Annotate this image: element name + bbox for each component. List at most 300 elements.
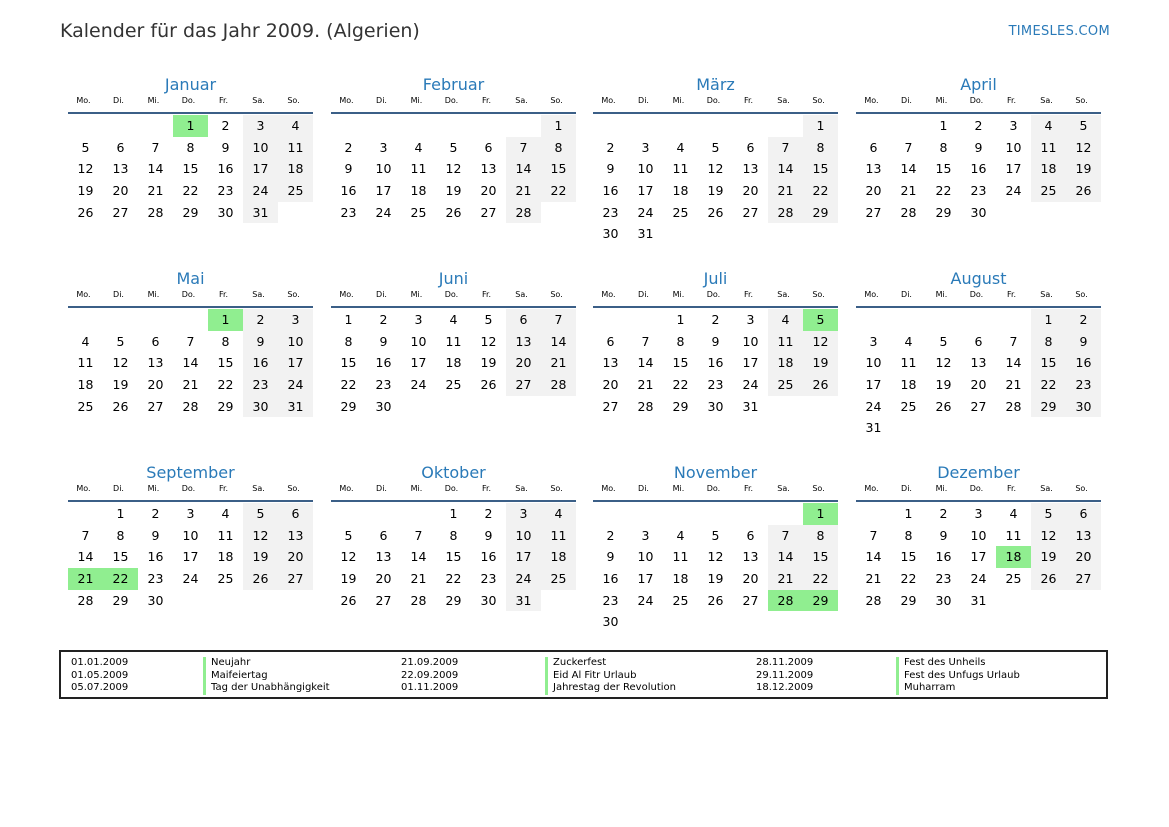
day-cell: 21	[637, 377, 654, 393]
day-cell: 13	[506, 331, 541, 353]
day-cell: 14	[506, 158, 541, 180]
day-cell: 18	[217, 549, 234, 565]
day-cell: 16	[147, 549, 164, 565]
legend-date: 22.09.2009	[401, 669, 459, 681]
weekday-label: Sa.	[515, 96, 528, 105]
month-4	[856, 72, 1101, 223]
weekday-label: Sa.	[777, 96, 790, 105]
weekday-label: Fr.	[743, 484, 754, 493]
month-separator	[331, 112, 576, 114]
day-cell: 11	[445, 333, 462, 349]
day-cell: 10	[970, 527, 987, 543]
weekday-label: Di.	[638, 290, 649, 299]
day-cell: 17	[278, 352, 313, 374]
day-cell: 29	[900, 592, 917, 608]
empty-cell	[173, 309, 208, 331]
month-separator	[593, 306, 838, 308]
day-cell: 2	[606, 527, 615, 543]
day-cell: 31	[742, 398, 759, 414]
day-cell: 26	[803, 374, 838, 396]
day-cell: 26	[935, 398, 952, 414]
day-cell: 1	[344, 312, 353, 327]
day-cell: 19	[480, 355, 497, 371]
day-cell: 28	[768, 202, 803, 224]
empty-cell	[68, 503, 103, 525]
empty-cell	[138, 115, 173, 137]
day-cell: 6	[746, 139, 755, 155]
day-cell: 16	[1066, 352, 1101, 374]
day-cell: 11	[672, 161, 689, 177]
weekday-header	[66, 290, 313, 304]
day-cell: 17	[410, 355, 427, 371]
day-cell: 13	[147, 355, 164, 371]
day-cell: 20	[602, 377, 619, 393]
weekday-header	[329, 484, 576, 498]
day-cell: 16	[217, 161, 234, 177]
weekday-header	[854, 484, 1101, 498]
day-cell: 9	[606, 549, 615, 565]
day-cell: 11	[278, 137, 313, 159]
empty-cell	[698, 503, 733, 525]
weekday-label: Mo.	[601, 290, 616, 299]
weekday-label: Do.	[181, 484, 196, 493]
day-cell: 1	[939, 118, 948, 133]
legend-names-col-3	[896, 657, 1020, 695]
day-cell: 24	[637, 592, 654, 608]
weekday-label: Sa.	[515, 290, 528, 299]
weekday-label: Di.	[113, 290, 124, 299]
day-grid	[856, 503, 1101, 611]
day-cell: 18	[278, 158, 313, 180]
day-cell: 30	[602, 226, 619, 242]
day-cell: 10	[182, 527, 199, 543]
day-cell: 15	[1031, 352, 1066, 374]
day-cell: 9	[243, 331, 278, 353]
holiday-day: 18	[996, 546, 1031, 568]
day-cell: 20	[506, 352, 541, 374]
day-cell: 27	[278, 568, 313, 590]
day-cell: 30	[375, 398, 392, 414]
day-grid	[68, 309, 313, 417]
legend-date: 01.01.2009	[71, 657, 129, 668]
month-3	[593, 72, 838, 245]
day-cell: 26	[1031, 568, 1066, 590]
day-cell: 20	[865, 183, 882, 199]
day-cell: 23	[935, 571, 952, 587]
empty-cell	[366, 115, 401, 137]
day-cell: 2	[711, 312, 720, 327]
day-cell: 7	[768, 137, 803, 159]
day-cell: 4	[768, 309, 803, 331]
day-cell: 8	[803, 137, 838, 159]
weekday-label: So.	[1075, 290, 1088, 299]
legend-names-col-2	[545, 657, 676, 695]
weekday-label: Sa.	[1040, 96, 1053, 105]
day-grid	[593, 115, 838, 245]
day-cell: 27	[375, 592, 392, 608]
day-cell: 16	[602, 571, 619, 587]
day-cell: 15	[340, 355, 357, 371]
day-cell: 3	[746, 312, 755, 327]
empty-cell	[768, 115, 803, 137]
weekday-label: Di.	[376, 290, 387, 299]
day-cell: 20	[278, 546, 313, 568]
weekday-label: So.	[287, 484, 300, 493]
day-cell: 31	[278, 396, 313, 418]
day-cell: 27	[970, 398, 987, 414]
day-cell: 20	[970, 377, 987, 393]
day-cell: 5	[1031, 503, 1066, 525]
day-cell: 25	[77, 398, 94, 414]
month-name: Februar	[422, 75, 485, 94]
day-cell: 14	[637, 355, 654, 371]
day-cell: 9	[711, 333, 720, 349]
weekday-label: Fr.	[1006, 96, 1017, 105]
day-cell: 12	[707, 549, 724, 565]
day-cell: 9	[344, 161, 353, 177]
day-cell: 14	[541, 331, 576, 353]
day-cell: 19	[1066, 158, 1101, 180]
weekday-label: Mi.	[410, 484, 423, 493]
day-cell: 12	[445, 161, 462, 177]
month-separator	[856, 112, 1101, 114]
empty-cell	[593, 503, 628, 525]
day-cell: 16	[375, 355, 392, 371]
month-separator	[68, 306, 313, 308]
empty-cell	[593, 115, 628, 137]
legend-holiday-name: Fest des Unfugs Urlaub	[896, 670, 1020, 683]
weekday-label: Fr.	[481, 290, 492, 299]
day-cell: 2	[379, 312, 388, 327]
day-cell: 30	[602, 614, 619, 630]
day-cell: 20	[742, 571, 759, 587]
day-cell: 8	[803, 525, 838, 547]
month-name: April	[960, 75, 997, 94]
day-cell: 5	[484, 312, 493, 327]
day-cell: 14	[182, 355, 199, 371]
day-cell: 9	[379, 333, 388, 349]
weekday-label: Fr.	[481, 484, 492, 493]
day-cell: 15	[803, 158, 838, 180]
empty-cell	[698, 115, 733, 137]
day-cell: 9	[221, 139, 230, 155]
weekday-label: Do.	[969, 484, 984, 493]
day-cell: 15	[541, 158, 576, 180]
weekday-header	[329, 290, 576, 304]
weekday-label: Do.	[706, 484, 721, 493]
day-cell: 18	[445, 355, 462, 371]
day-cell: 19	[77, 183, 94, 199]
day-cell: 5	[243, 503, 278, 525]
day-cell: 18	[1031, 158, 1066, 180]
day-cell: 21	[768, 180, 803, 202]
day-cell: 30	[1066, 396, 1101, 418]
weekday-label: Do.	[181, 96, 196, 105]
day-cell: 30	[243, 396, 278, 418]
day-cell: 28	[410, 592, 427, 608]
weekday-label: Mo.	[339, 290, 354, 299]
day-cell: 11	[541, 525, 576, 547]
weekday-label: Mi.	[672, 484, 685, 493]
day-cell: 2	[243, 309, 278, 331]
day-cell: 25	[541, 568, 576, 590]
day-cell: 6	[506, 309, 541, 331]
day-cell: 3	[869, 333, 878, 349]
day-cell: 23	[243, 374, 278, 396]
day-cell: 10	[375, 161, 392, 177]
weekday-label: Sa.	[515, 484, 528, 493]
empty-cell	[68, 115, 103, 137]
month-12	[856, 460, 1101, 611]
month-1	[68, 72, 313, 223]
day-cell: 4	[676, 527, 685, 543]
day-cell: 10	[243, 137, 278, 159]
day-cell: 10	[506, 525, 541, 547]
weekday-header	[854, 96, 1101, 110]
day-cell: 19	[112, 377, 129, 393]
day-cell: 8	[449, 527, 458, 543]
weekday-label: Mi.	[147, 484, 160, 493]
day-cell: 12	[243, 525, 278, 547]
weekday-label: So.	[1075, 484, 1088, 493]
weekday-header	[66, 96, 313, 110]
weekday-label: Fr.	[218, 484, 229, 493]
day-cell: 8	[939, 139, 948, 155]
day-cell: 7	[768, 525, 803, 547]
day-grid	[856, 309, 1101, 439]
day-cell: 3	[278, 309, 313, 331]
empty-cell	[471, 115, 506, 137]
day-cell: 4	[1009, 506, 1018, 521]
brand-link[interactable]: TIMESLES.COM	[1008, 24, 1110, 39]
day-cell: 7	[151, 139, 160, 155]
weekday-label: Fr.	[481, 96, 492, 105]
weekday-label: Mi.	[147, 96, 160, 105]
day-cell: 4	[278, 115, 313, 137]
day-cell: 17	[865, 377, 882, 393]
day-cell: 6	[151, 333, 160, 349]
legend-holiday-name: Fest des Unheils	[896, 657, 1020, 670]
empty-cell	[996, 309, 1031, 331]
day-cell: 20	[375, 571, 392, 587]
day-cell: 31	[243, 202, 278, 224]
day-cell: 31	[506, 590, 541, 612]
day-cell: 9	[1066, 331, 1101, 353]
weekday-label: So.	[550, 96, 563, 105]
legend-holiday-name: Eid Al Fitr Urlaub	[545, 670, 676, 683]
day-cell: 1	[1031, 309, 1066, 331]
legend-holiday-name: Maifeiertag	[203, 670, 330, 683]
weekday-label: So.	[550, 290, 563, 299]
day-cell: 21	[768, 568, 803, 590]
day-cell: 13	[602, 355, 619, 371]
weekday-label: Do.	[706, 290, 721, 299]
day-cell: 21	[900, 183, 917, 199]
day-cell: 26	[480, 377, 497, 393]
day-cell: 4	[541, 503, 576, 525]
day-cell: 30	[480, 592, 497, 608]
empty-cell	[628, 115, 663, 137]
day-cell: 17	[637, 183, 654, 199]
page-title: Kalender für das Jahr 2009. (Algerien)	[60, 20, 420, 42]
legend-dates-col-1	[71, 657, 128, 695]
day-cell: 23	[340, 204, 357, 220]
day-cell: 28	[865, 592, 882, 608]
day-cell: 12	[340, 549, 357, 565]
day-cell: 8	[221, 333, 230, 349]
weekday-label: Do.	[444, 96, 459, 105]
weekday-label: Di.	[901, 484, 912, 493]
day-cell: 27	[742, 204, 759, 220]
day-grid	[331, 503, 576, 611]
day-cell: 13	[112, 161, 129, 177]
weekday-label: Mi.	[935, 96, 948, 105]
day-cell: 26	[707, 204, 724, 220]
empty-cell	[891, 115, 926, 137]
day-cell: 24	[278, 374, 313, 396]
day-cell: 6	[869, 139, 878, 155]
day-cell: 4	[904, 333, 913, 349]
day-grid	[68, 503, 313, 611]
month-name: November	[673, 463, 758, 482]
day-cell: 21	[410, 571, 427, 587]
weekday-label: Di.	[376, 96, 387, 105]
day-cell: 17	[637, 571, 654, 587]
day-cell: 11	[410, 161, 427, 177]
day-cell: 23	[1066, 374, 1101, 396]
month-name: Dezember	[937, 463, 1020, 482]
empty-cell	[103, 115, 138, 137]
day-cell: 19	[707, 571, 724, 587]
day-cell: 22	[182, 183, 199, 199]
day-cell: 15	[217, 355, 234, 371]
day-cell: 6	[746, 527, 755, 543]
day-cell: 26	[243, 568, 278, 590]
empty-cell	[103, 309, 138, 331]
holiday-day: 28	[768, 590, 803, 612]
day-cell: 12	[112, 355, 129, 371]
day-cell: 29	[340, 398, 357, 414]
empty-cell	[366, 503, 401, 525]
day-cell: 18	[672, 571, 689, 587]
day-cell: 24	[970, 571, 987, 587]
day-cell: 16	[602, 183, 619, 199]
day-cell: 17	[970, 549, 987, 565]
weekday-label: Sa.	[252, 290, 265, 299]
day-cell: 5	[939, 333, 948, 349]
month-5	[68, 266, 313, 417]
weekday-label: Sa.	[1040, 290, 1053, 299]
weekday-label: Mo.	[864, 96, 879, 105]
day-cell: 27	[865, 204, 882, 220]
day-cell: 3	[974, 506, 983, 521]
day-cell: 1	[676, 312, 685, 327]
day-cell: 1	[803, 115, 838, 137]
weekday-label: Mo.	[864, 484, 879, 493]
day-cell: 22	[935, 183, 952, 199]
day-cell: 6	[484, 139, 493, 155]
month-2	[331, 72, 576, 223]
legend-holiday-name: Jahrestag der Revolution	[545, 682, 676, 695]
day-cell: 12	[1031, 525, 1066, 547]
weekday-label: Mi.	[935, 484, 948, 493]
day-cell: 8	[541, 137, 576, 159]
day-cell: 17	[182, 549, 199, 565]
legend-date: 01.11.2009	[401, 682, 459, 693]
day-cell: 29	[803, 202, 838, 224]
day-cell: 24	[182, 571, 199, 587]
day-cell: 28	[506, 202, 541, 224]
month-name: Juli	[703, 269, 728, 288]
month-7	[593, 266, 838, 417]
day-grid	[856, 115, 1101, 223]
day-cell: 23	[480, 571, 497, 587]
day-cell: 25	[217, 571, 234, 587]
day-cell: 27	[1066, 568, 1101, 590]
day-cell: 23	[147, 571, 164, 587]
day-cell: 24	[1005, 183, 1022, 199]
day-cell: 22	[541, 180, 576, 202]
month-separator	[593, 112, 838, 114]
weekday-label: Mi.	[410, 96, 423, 105]
empty-cell	[856, 309, 891, 331]
day-cell: 25	[410, 204, 427, 220]
day-cell: 12	[480, 333, 497, 349]
day-cell: 7	[506, 137, 541, 159]
day-cell: 22	[445, 571, 462, 587]
day-cell: 5	[449, 139, 458, 155]
day-cell: 2	[606, 139, 615, 155]
day-cell: 2	[151, 506, 160, 521]
month-separator	[856, 306, 1101, 308]
day-cell: 22	[803, 568, 838, 590]
day-cell: 10	[637, 161, 654, 177]
day-cell: 7	[541, 309, 576, 331]
day-cell: 16	[970, 161, 987, 177]
weekday-label: Mo.	[601, 96, 616, 105]
day-cell: 4	[221, 506, 230, 521]
day-cell: 19	[803, 352, 838, 374]
empty-cell	[733, 503, 768, 525]
weekday-label: So.	[812, 96, 825, 105]
day-cell: 7	[81, 527, 90, 543]
day-cell: 14	[900, 161, 917, 177]
weekday-label: Sa.	[1040, 484, 1053, 493]
day-cell: 25	[1005, 571, 1022, 587]
day-cell: 22	[340, 377, 357, 393]
weekday-label: Mi.	[672, 290, 685, 299]
day-cell: 13	[742, 549, 759, 565]
day-cell: 13	[480, 161, 497, 177]
day-cell: 20	[480, 183, 497, 199]
holiday-day: 1	[803, 503, 838, 525]
day-cell: 16	[935, 549, 952, 565]
day-cell: 21	[865, 571, 882, 587]
legend-dates-col-3	[756, 657, 813, 695]
weekday-label: Mi.	[410, 290, 423, 299]
empty-cell	[926, 309, 961, 331]
day-cell: 15	[803, 546, 838, 568]
day-cell: 3	[641, 139, 650, 155]
day-cell: 21	[506, 180, 541, 202]
day-cell: 18	[410, 183, 427, 199]
day-cell: 8	[1031, 331, 1066, 353]
legend-date: 18.12.2009	[756, 682, 814, 693]
day-cell: 3	[506, 503, 541, 525]
day-cell: 23	[217, 183, 234, 199]
weekday-label: Mo.	[339, 484, 354, 493]
day-cell: 19	[707, 183, 724, 199]
